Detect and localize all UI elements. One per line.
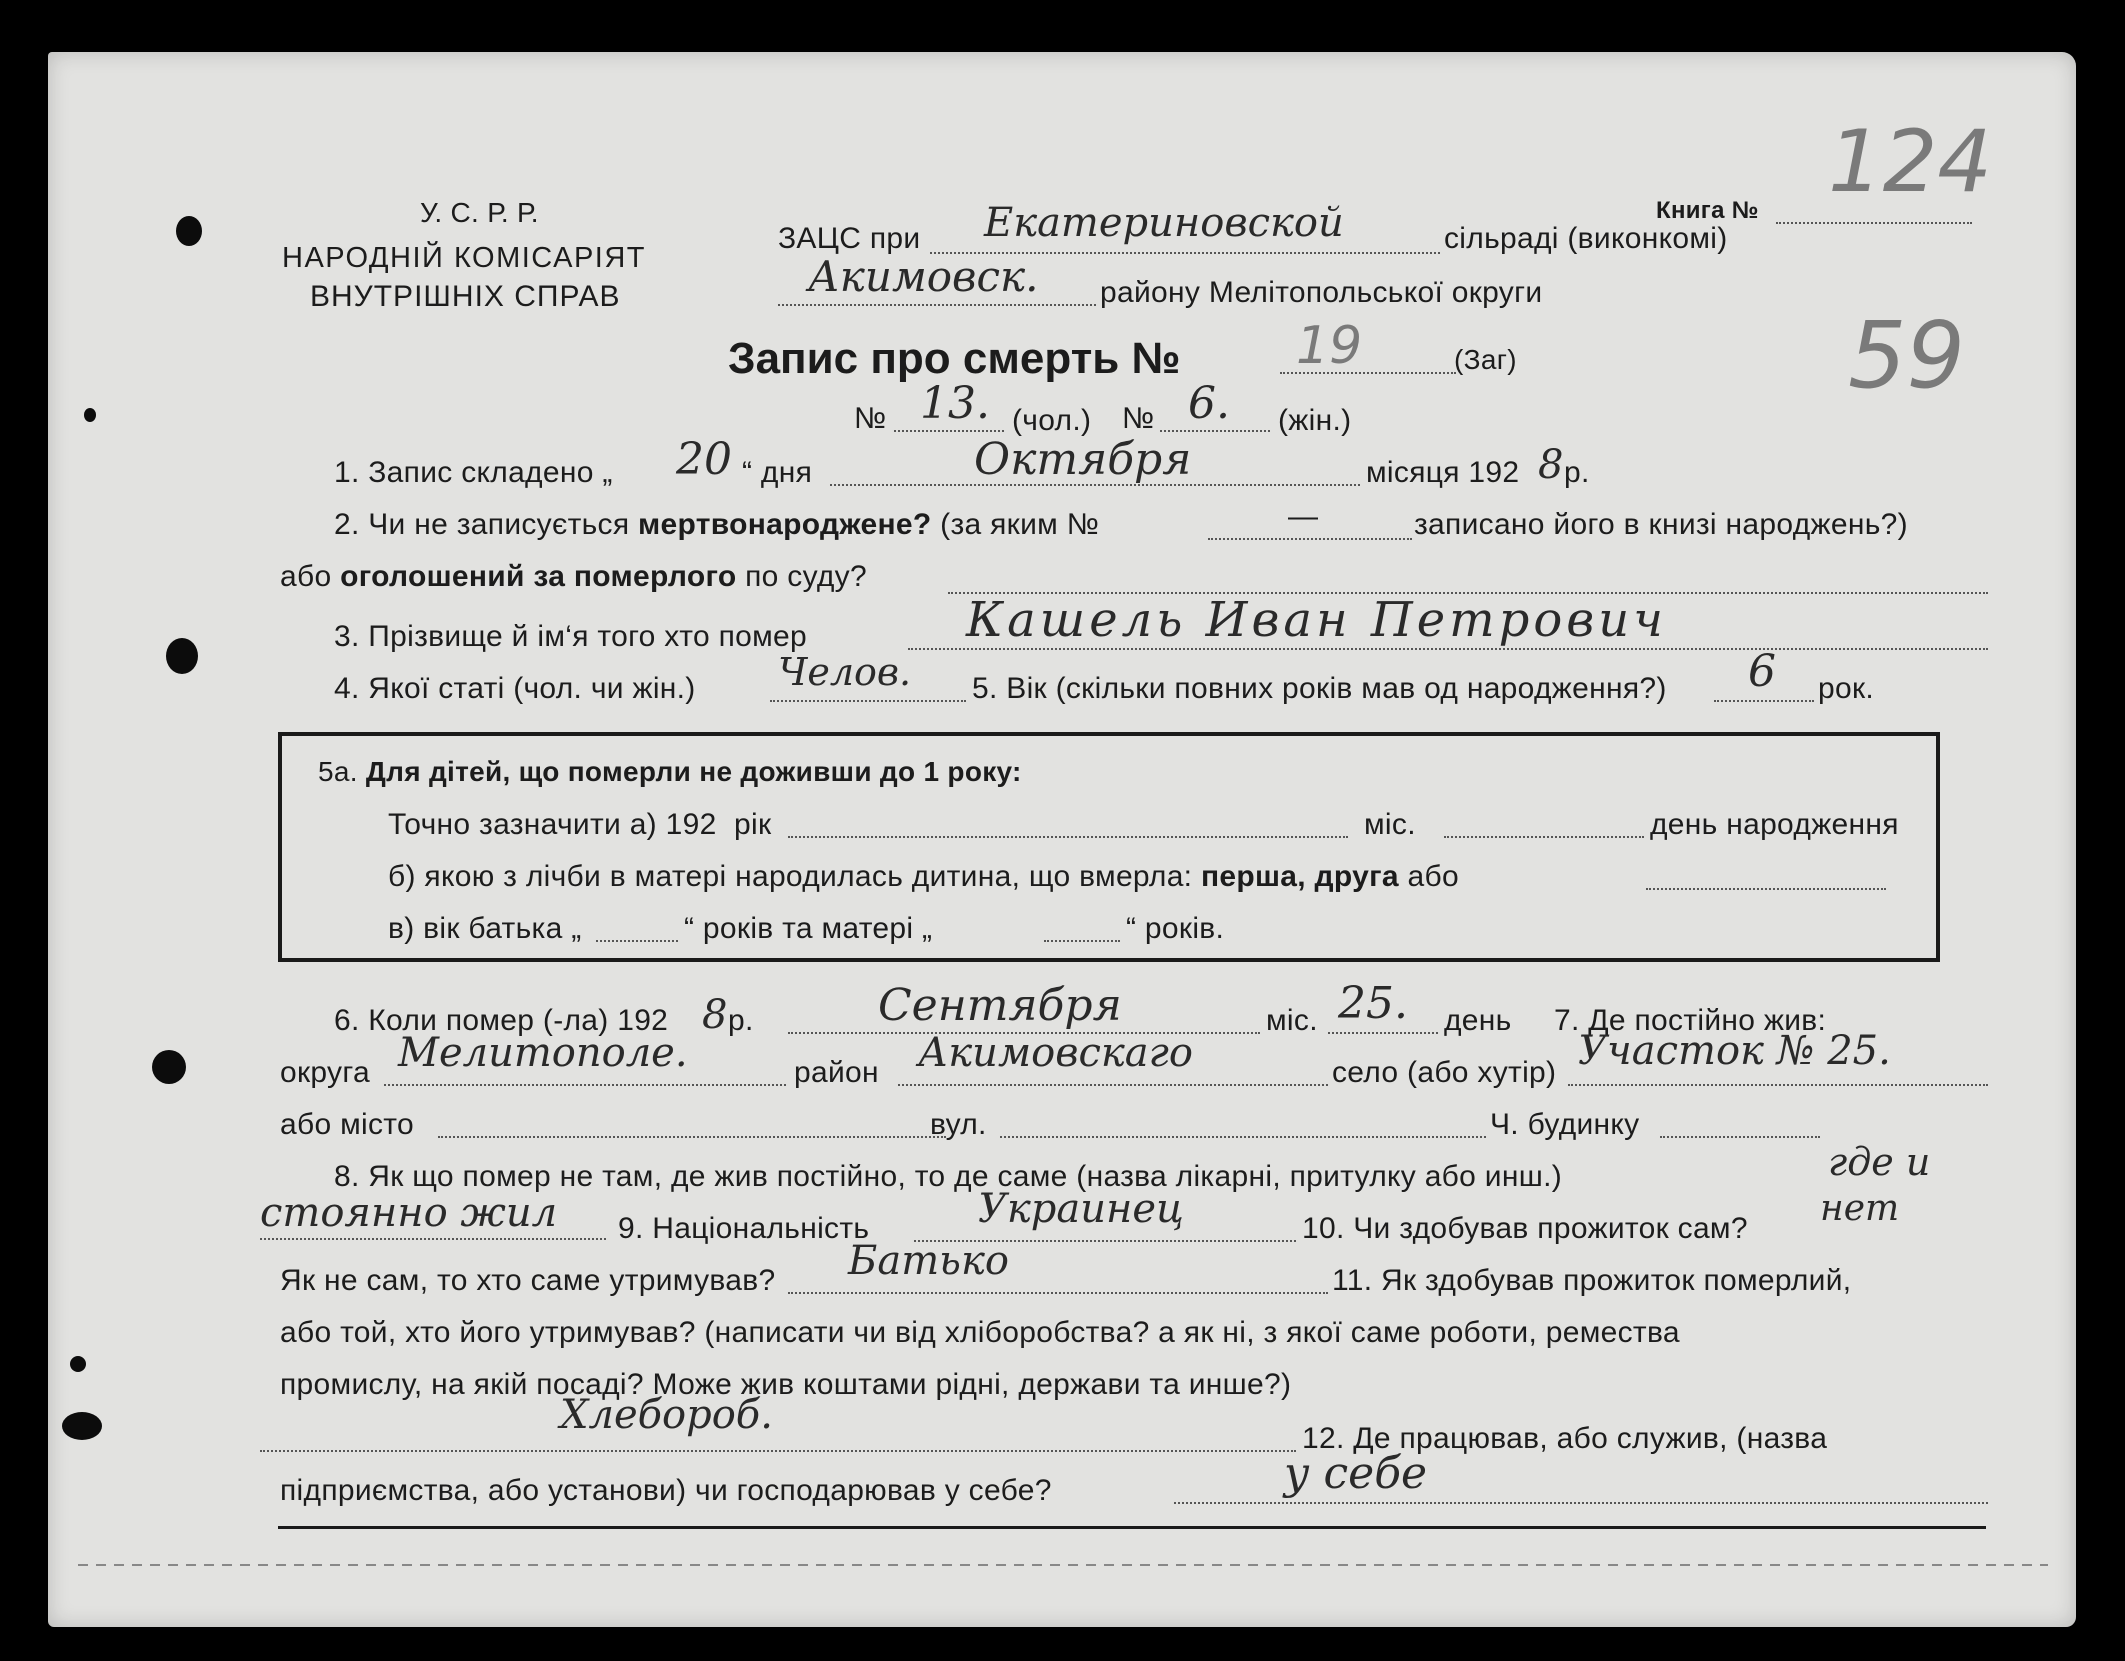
q6-day-label: день [1444,1004,1512,1037]
q12-label2: підприємства, або установи) чи господарював у себе? [280,1474,1052,1507]
torn-edge [78,1564,2048,1566]
council-suffix: сільраді (виконкомі) [1444,222,1728,255]
record-number: 19 [1296,316,1363,376]
q12-label1: 12. Де працював, або служив, (назва [1302,1422,1828,1455]
district-suffix: району Мелітопольської округи [1100,276,1543,309]
commissariat-heading: НАРОДНІЙ КОМІСАРІЯТ [282,242,646,274]
q5a-num: 5а. [318,756,358,787]
q8-value-a: где и [1828,1140,1931,1184]
raion-label: район [794,1056,879,1089]
q5a-month-line [1444,836,1644,838]
q9-value: Украинец [978,1186,1184,1232]
q2-declared-dead: оголошений за померлого [340,560,737,593]
district-value: Акимовск. [808,252,1039,301]
vul-label: вул. [930,1108,987,1141]
q4-label: 4. Якої статі (чол. чи жін.) [334,672,696,705]
q10-label: 10. Чи здобував прожиток сам? [1302,1212,1748,1245]
q7-label: 7. Де постійно жив: [1554,1004,1827,1037]
bottom-rule [278,1526,1986,1529]
q6-day: 25. [1338,978,1408,1029]
q5a-line2-a: б) якою з лічби в матері народилась дитина, що вмерла: [388,860,1193,893]
q10b-line [788,1292,1328,1294]
q6-month-label: міс. [1266,1004,1318,1037]
q1-day-suffix: “ дня [742,456,813,489]
q5a-mother-age-line [1044,940,1120,942]
female-no-label: № [1122,402,1155,435]
raion-value: Акимовскаго [918,1030,1193,1076]
q5a-title [318,756,1022,788]
q5a-line3-b: “ років та матері „ [684,912,933,945]
punch-hole [70,1356,86,1372]
district-line [778,304,1096,306]
raion-line [898,1084,1328,1086]
book-label: Книга № [1656,197,1759,224]
q2-line2-a: або [280,560,332,593]
punch-hole [176,216,202,246]
q1-label: 1. Запис складено „ [334,456,613,489]
female-no-line [1160,430,1270,432]
q11-label2: або той, хто його утримував? (написати чи від хліборобства? а як ні, з якої саме роботи, ремества [280,1316,1680,1349]
q10b-label: Як не сам, то хто саме утримував? [280,1264,776,1297]
male-label: (чол.) [1012,404,1092,437]
budynok-line [1660,1136,1820,1138]
q2-text-d: записано його в книзі народжень?) [1414,508,1908,541]
punch-hole [84,408,96,422]
record-title: Запис про смерть № [728,334,1181,383]
q12-line [1174,1502,1988,1504]
q5a-father-age-line [596,940,678,942]
male-no-line [894,430,1004,432]
q6-day-line [1328,1032,1438,1034]
selo-value: Участок № 25. [1578,1028,1891,1074]
page-number: 59 [1848,302,1966,409]
q1-year-suffix: р. [1564,456,1590,489]
q1-month-label: місяця 192 [1366,456,1520,489]
misto-label: або місто [280,1108,414,1141]
q9-label: 9. Національність [618,1212,870,1245]
q3-line [908,648,1988,650]
q5-line [1714,700,1814,702]
q10-value: нет [1820,1188,1900,1229]
q1-day: 20 [676,434,732,485]
q5-age-unit: рок. [1818,672,1875,705]
male-no-label: № [854,402,887,435]
okruha-line [384,1084,786,1086]
q5a-title-text: Для дітей, що померли не доживши до 1 року: [365,756,1022,787]
q5a-line3-a: в) вік батька „ [388,912,582,945]
misto-line [438,1136,946,1138]
book-number-line [1776,222,1972,224]
q6-year-suffix: р. [728,1004,754,1037]
book-number: 124 [1828,112,1993,212]
selo-line [1568,1084,1988,1086]
punch-hole [166,638,198,674]
ussr-heading: У. С. Р. Р. [420,197,539,228]
punch-hole [62,1412,102,1440]
q2-text [334,508,1099,542]
q2-text-a: 2. Чи не записується [334,508,630,541]
q8-line [260,1238,606,1240]
q5a-line1-d: день народження [1650,808,1899,841]
okruha-label: округа [280,1056,370,1089]
document-sheet [48,52,2076,1627]
q4-line [770,700,966,702]
q5a-line3-c: “ років. [1126,912,1225,945]
q5-label: 5. Вік (скільки повних років мав од народження?) [972,672,1667,705]
zags-prefix: ЗАЦС при [778,222,921,255]
q5a-line2 [388,860,1459,894]
selo-label: село (або хутір) [1332,1056,1557,1089]
q5a-line1-b: рік [734,808,772,841]
okruha-value: Мелитополе. [398,1030,688,1076]
q11-label1: 11. Як здобував прожиток померлий, [1332,1264,1852,1297]
q4-sex: Челов. [778,650,912,694]
female-label: (жін.) [1278,404,1352,437]
q2-stillborn: мертвонароджене? [638,508,932,541]
q5a-line1-a: Точно зазначити а) 192 [388,808,717,841]
zag-label: (Заг) [1454,344,1517,375]
q3-name: Кашель Иван Петрович [966,592,1667,648]
q11-label3: промислу, на якій посаді? Може жив коштами рідні, держави та инше?) [280,1368,1292,1401]
q6-label: 6. Коли помер (-ла) 192 [334,1004,669,1037]
q5a-line1-c: міс. [1364,808,1416,841]
punch-hole [152,1050,186,1084]
q1-month: Октября [974,434,1192,485]
q11-line [260,1450,1296,1452]
q8-value-b: стоянно жил [260,1190,558,1236]
q1-year-digit: 8 [1538,442,1564,488]
q5a-year-line [788,836,1348,838]
q8-label: 8. Як що помер не там, де жив постійно, то де саме (назва лікарні, притулку або инш.) [334,1160,1563,1193]
vul-line [1000,1136,1486,1138]
q11-value: Хлебороб. [560,1392,773,1438]
q2-line2 [280,560,867,594]
female-number: 6. [1188,378,1230,429]
department-heading: ВНУТРІШНІХ СПРАВ [310,280,621,313]
q2-text-c: (за яким № [940,508,1100,541]
male-number: 13. [920,378,990,429]
q12-value: у себе [1284,1448,1428,1499]
q2-dash: — [1288,500,1319,533]
budynok-label: Ч. будинку [1490,1108,1640,1141]
q6-year-digit: 8 [702,992,728,1038]
q3-label: 3. Прізвище й ім‘я того хто помер [334,620,808,653]
q5a-order-line [1646,888,1886,890]
q10b-value: Батько [848,1238,1009,1284]
q2-line2-c: по суду? [745,560,867,593]
q6-month: Сентября [878,980,1122,1031]
q5a-line2-c: або [1407,860,1459,893]
q5a-line2-b: перша, друга [1200,860,1399,893]
q5-age: 6 [1748,646,1776,697]
council-value: Екатериновской [984,200,1344,246]
q2-number-line [1208,538,1412,540]
